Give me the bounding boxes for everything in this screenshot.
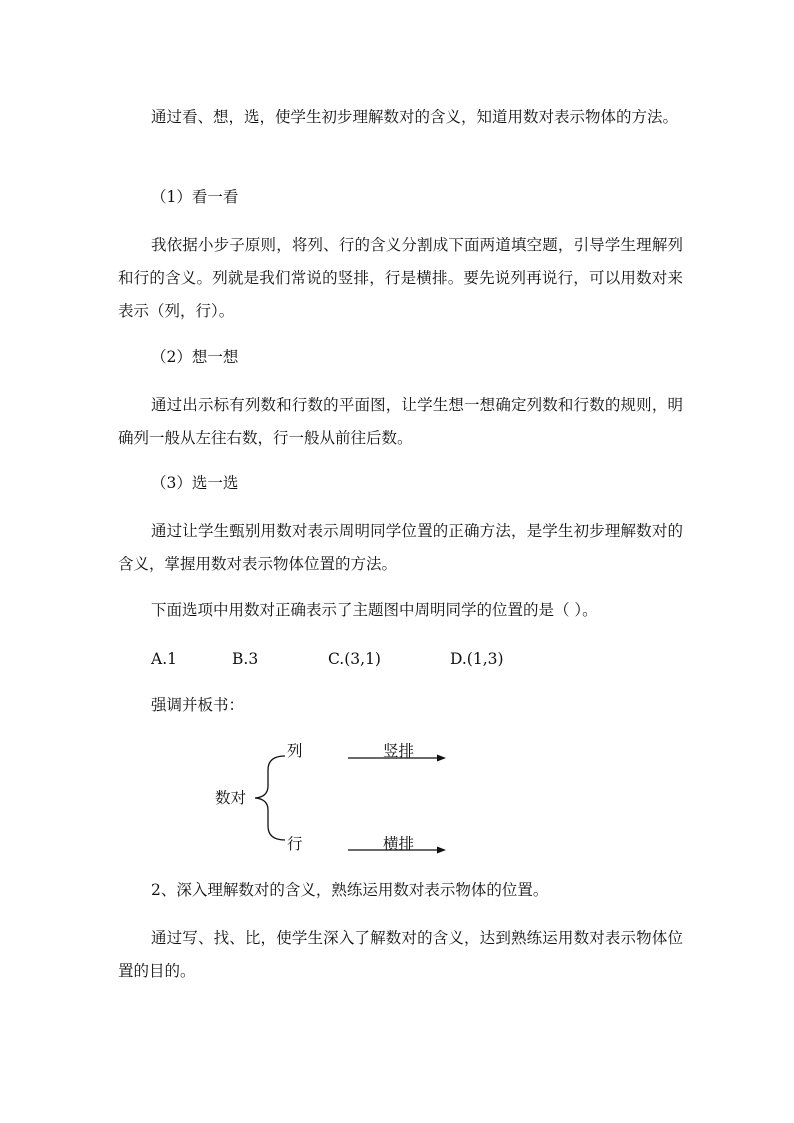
step-3-heading: （3）选一选: [151, 474, 239, 492]
section-2-heading: 2、深入理解数对的含义，熟练运用数对表示物体的位置。: [151, 881, 549, 899]
step-2-paragraph: 通过出示标有列数和行数的平面图，让学生想一想确定列数和行数的规则，明确列一般从左往右数，行一般从前往后数。: [118, 396, 683, 447]
board-heading: 强调并板书：: [151, 696, 245, 714]
step-3-paragraph: 通过让学生甄别用数对表示周明同学位置的正确方法，是学生初步理解数对的含义，掌握用数对表示物体位置的方法。: [118, 522, 683, 573]
option-d: D.(1,3): [450, 650, 504, 668]
arrow-head-row: [437, 847, 446, 854]
section-2-paragraph: 通过写、找、比，使学生深入了解数对的含义，达到熟练运用数对表示物体位置的目的。: [118, 929, 683, 980]
option-c: C.(3,1): [328, 650, 381, 668]
diagram-col-label: 列: [287, 742, 303, 760]
diagram-row-meaning: 横排: [383, 835, 415, 853]
diagram-row-label: 行: [287, 835, 303, 853]
question-paragraph: 下面选项中用数对正确表示了主题图中周明同学的位置的是（ ）。: [151, 601, 598, 619]
intro-paragraph: 通过看、想，选，使学生初步理解数对的含义，知道用数对表示物体的方法。: [151, 108, 679, 126]
step-1-paragraph: 我依据小步子原则，将列、行的含义分割成下面两道填空题，引导学生理解列和行的含义。列就是我们常说的竖排，行是横排。要先说列再说行，可以用数对来表示（列，行）。: [118, 236, 683, 320]
arrow-head-col: [437, 755, 446, 762]
step-1-heading: （1）看一看: [151, 188, 239, 206]
diagram-root-label: 数对: [215, 789, 247, 807]
brace-shape: [255, 756, 285, 840]
option-a: A.1: [151, 650, 177, 668]
step-2-heading: （2）想一想: [151, 348, 239, 366]
diagram-col-meaning: 竖排: [383, 742, 415, 760]
option-b: B.3: [232, 650, 259, 668]
